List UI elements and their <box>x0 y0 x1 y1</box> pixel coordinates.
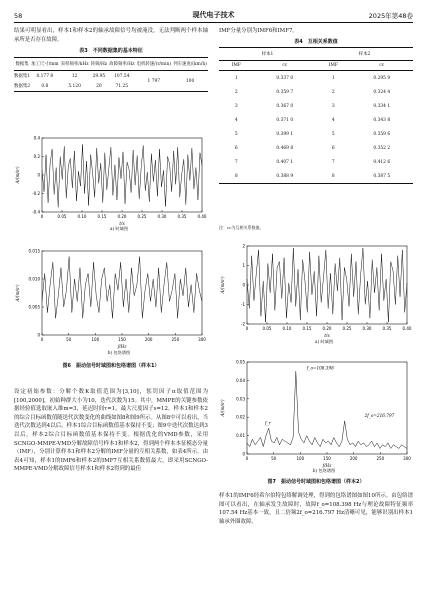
table4-cell: 1 <box>331 75 335 81</box>
fig6b-y-axis-label: A/(m/s²) <box>15 284 20 302</box>
fig6b-x-tick-label: 50 <box>66 337 72 342</box>
fig7a-y-tick-label: -2 <box>241 321 245 327</box>
table4-cell: 4 <box>331 117 335 123</box>
table4-group-sample2: 样本2 <box>358 52 371 57</box>
table3-cell: 20 <box>96 83 102 89</box>
table4-cell: 0.343 8 <box>373 117 391 123</box>
table4-header-imf: IMF <box>328 63 338 68</box>
left-top-paragraph: 结果可明显看出，样本1和样本2的轴承故障信号均被淹没，无法判断两个样本轴承所是否存在故障。 <box>14 28 208 43</box>
fig7b-x-axis-label: f/Hz <box>322 463 332 468</box>
fig6a-x-tick-label: 0 <box>40 214 44 219</box>
table3-header-cell: 列车速度/(km/h) <box>173 62 207 67</box>
table4-cell: 7 <box>331 159 335 165</box>
table4-cell: 6 <box>234 145 238 151</box>
fig7a-x-tick-label: 0.35 <box>382 326 392 331</box>
table3-header-cell: 故障频率/Hz <box>109 62 135 67</box>
table4-header-imf: IMF <box>231 63 241 68</box>
table4-cell: 0.352 2 <box>373 145 391 151</box>
table4-cell: 0.367 0 <box>276 103 294 109</box>
fig7a-x-tick-label: 0.20 <box>322 326 332 331</box>
issue-info: 2025年第48卷 <box>368 12 413 20</box>
fig7a-x-axis-label: t/s <box>324 333 330 338</box>
table3-header-cell: 数据集 <box>15 62 29 67</box>
table4-group-sample1: 样本1 <box>261 52 274 57</box>
fig7b-x-tick-label: 100 <box>296 456 305 461</box>
fig6a-y-tick-label: 0.4 <box>33 135 40 141</box>
table4-row <box>219 127 413 141</box>
table3-row <box>14 71 208 82</box>
fig7b-annotation: f_r <box>265 420 271 426</box>
fig6a-y-tick-label: 0 <box>37 172 40 178</box>
table4-cell: 0.334 1 <box>373 103 391 109</box>
table4-cell: 0.469 8 <box>276 145 294 151</box>
fig6b-x-tick-label: 250 <box>171 337 180 342</box>
fig6a-x-tick-label: 0.10 <box>77 214 87 219</box>
table4-row <box>219 85 413 99</box>
fig6-caption: 图6 振动信号时域图和包络谱图（样本1） <box>62 363 160 369</box>
fig7b-x-tick-label: 250 <box>376 456 385 461</box>
table4-cell: 0.371 0 <box>276 117 294 123</box>
table3-cell: 数据集2 <box>14 84 31 89</box>
fig7b-x-tick-label: 0 <box>245 456 249 461</box>
table4-cell: 0.324 4 <box>373 89 391 95</box>
table4-cell: 2 <box>331 89 335 95</box>
fig7a-x-tick-label: 0.05 <box>262 326 272 331</box>
fig6a-y-tick-label: 0.2 <box>33 154 40 159</box>
fig7b-x-tick-label: 50 <box>271 456 277 461</box>
fig6a-x-tick-label: 0.20 <box>117 214 127 219</box>
fig6-sub-b: b) 包络谱图 <box>107 350 131 355</box>
table4-cell: 3 <box>331 103 335 109</box>
table3-cell: 12 <box>71 73 78 79</box>
fig6b-x-tick-label: 150 <box>118 337 126 342</box>
fig7-envelope-chart <box>219 356 413 468</box>
fig7b-series-line <box>247 371 407 448</box>
fig6-envelope-chart <box>14 245 208 349</box>
fig7b-y-axis-label: A/(m/s²) <box>220 399 225 417</box>
table3-cell: 107.54 <box>114 73 130 79</box>
fig7a-x-tick-label: 0.25 <box>342 326 352 331</box>
left-body-paragraph: 设定初始参数：分解个数K取值范围为[3,10]，惩罚因子α取值范围为[100,2000]，初始种群大小为10，迭代次数为15。其中，MMPE的关键参数依据经验值选取嵌入维m=3，延迟时间τ=1，最大尺度因子s=12。样本1和样本2的综合目标函数值随迭代次数变化的曲线如图8和图9所示。从图8中可以看出，当迭代次数达到4以后，样本1综合目标函数值基本保持不变；图9中迭代次数达到3以后，样本2综合目标函数值基本保持不变。根据优化的VMD参数，采用SCNGO-MMPE-VMD分解故障信号样本1和样本2，得到两个样本本征模态分量（IMF），分别计算样本1和样本2分解的IMF分量的互相关系数，如表4所示。由表4可知，样本1的IMF6和样本2的IMF7互相关系数值最大，即采用SCNGO-MMPE-VMD分解故障信号样本1和样本2得到的最佳 <box>14 389 208 473</box>
table3-cell: 0.177 8 <box>36 73 54 79</box>
fig6a-y-tick-label: -0.2 <box>32 191 40 196</box>
fig6-time-domain-chart <box>14 132 208 226</box>
fig7b-y-tick-label: 0.01 <box>236 433 245 439</box>
fig7-sub-b: b) 包络谱图 <box>312 468 336 473</box>
table3-cell: 1 797 <box>147 78 161 84</box>
table4-cell: 5 <box>234 131 238 137</box>
table4-cell: 0.295 9 <box>373 75 391 81</box>
table4-cell: 8 <box>234 173 238 179</box>
table3-cell: 29.95 <box>92 73 106 79</box>
fig7a-x-tick-label: 0 <box>245 326 249 331</box>
fig7b-annotation: 2f_o=216.797 <box>364 413 395 419</box>
table3-header-cell: 转频/Hz <box>90 62 108 67</box>
fig7b-y-tick-label: 0.02 <box>236 414 245 420</box>
fig7a-y-tick-label: 1 <box>242 263 245 268</box>
fig7b-y-tick-label: 0.05 <box>236 359 245 365</box>
table4-cell: 7 <box>234 159 238 165</box>
table4-header-cc: cc <box>379 63 385 68</box>
table4-row <box>219 169 413 184</box>
fig7a-series-line <box>247 248 407 322</box>
table3-caption: 表3 不同数据集的基本特征 <box>79 48 143 54</box>
table3-header-cell: 采样频率/kHz <box>60 62 89 67</box>
fig7b-x-tick-label: 300 <box>403 456 411 461</box>
table4-cell: 0.412 6 <box>373 159 391 165</box>
fig6a-x-tick-label: 0.30 <box>157 214 167 219</box>
table4-row <box>219 71 413 86</box>
table4-cell: 0.407 1 <box>276 159 294 165</box>
table4-note: 注：cc为互相关系数值。 <box>219 225 264 230</box>
table3-header-cell: 电机转速/(r/min) <box>136 62 172 67</box>
fig7a-x-tick-label: 0.10 <box>282 326 292 331</box>
fig6-sub-a: a) 时域图 <box>109 226 129 231</box>
table4-row <box>219 141 413 155</box>
fig7a-x-tick-label: 0.30 <box>362 326 372 331</box>
table4-header-cc: cc <box>282 63 288 68</box>
fig6b-x-tick-label: 100 <box>91 337 100 342</box>
table3-cell: 71.25 <box>115 83 129 89</box>
table4-cell: 0.387 5 <box>373 173 391 179</box>
journal-title: 现代电子技术 <box>192 11 235 19</box>
fig6a-y-axis-label: A/(m/s²) <box>15 166 20 184</box>
fig7-caption: 图7 振动信号时域图和包络谱图（样本2） <box>267 479 365 485</box>
fig7b-x-tick-label: 150 <box>323 456 331 461</box>
table4-cell: 2 <box>234 89 238 95</box>
table3-cell: 0.8 <box>41 83 49 89</box>
table4-cell: 0.388 9 <box>276 173 294 179</box>
fig7b-y-tick-label: 0 <box>242 451 245 457</box>
fig6a-x-tick-label: 0.35 <box>177 214 187 219</box>
fig6a-x-axis-label: t/s <box>119 221 125 226</box>
fig6a-x-tick-label: 0.15 <box>97 214 107 219</box>
table3-cell: 数据集1 <box>14 74 31 79</box>
table4-cell: 6 <box>331 145 335 151</box>
table4-cell: 0.399 1 <box>276 131 294 137</box>
fig7a-x-tick-label: 0.40 <box>402 326 412 331</box>
table3 <box>14 57 208 92</box>
fig6b-x-axis-label: f/Hz <box>117 344 127 349</box>
fig7b-y-tick-label: 0.03 <box>236 396 245 402</box>
fig6b-y-tick-label: 0.010 <box>28 276 40 282</box>
table4-cell: 4 <box>234 117 238 123</box>
table4 <box>219 47 413 184</box>
table4-cell: 0.359 6 <box>373 131 391 137</box>
table4-row <box>219 113 413 127</box>
fig7-time-domain-chart <box>219 240 413 338</box>
fig7a-x-tick-label: 0.15 <box>302 326 312 331</box>
fig7a-y-tick-label: -1 <box>241 302 245 307</box>
fig7-sub-a: a) 时域图 <box>314 339 334 344</box>
fig7b-y-tick-label: 0.04 <box>236 377 245 383</box>
fig6b-y-tick-label: 0 <box>37 332 40 338</box>
table4-row <box>219 155 413 169</box>
fig6a-x-tick-label: 0.05 <box>57 214 67 219</box>
table3-cell: 5.120 <box>68 83 81 89</box>
fig7a-y-tick-label: 2 <box>242 243 245 249</box>
right-body-paragraph: 样本1的IMF6经希尔伯特包络解调处理，得到的包络谱图如图10所示。由包络谱图可以看出，在轴承发生故障时，故障f_o=108.398 Hz与理论故障特征频率107.54 Hz基本一致，且二倍频2f_o=216.797 Hz清晰可见，能够识别出样本1轴承外圈故障。 <box>219 493 413 525</box>
fig7b-x-tick-label: 200 <box>349 456 358 461</box>
table4-cell: 5 <box>331 131 335 137</box>
table4-cell: 8 <box>331 173 335 179</box>
fig6b-x-tick-label: 0 <box>40 337 44 342</box>
fig6a-x-tick-label: 0.40 <box>197 214 207 219</box>
fig6a-y-tick-label: -0.4 <box>32 209 40 215</box>
table4-row <box>219 99 413 113</box>
page-number: 58 <box>14 12 23 20</box>
fig6a-x-tick-label: 0.25 <box>137 214 147 219</box>
page-header <box>14 8 413 23</box>
fig6b-x-tick-label: 200 <box>144 337 153 342</box>
fig6b-x-tick-label: 300 <box>198 337 206 342</box>
fig6b-series-line <box>42 257 202 319</box>
right-top-paragraph: IMF分量分别为IMF6和IMF7。 <box>219 28 298 34</box>
fig7a-y-axis-label: A/(m/s²) <box>220 276 225 294</box>
table4-cell: 0.359 7 <box>276 89 294 95</box>
fig7b-annotation: f_o=108.398 <box>306 365 334 371</box>
fig7a-y-tick-label: 0 <box>242 282 245 288</box>
table4-cell: 3 <box>234 103 238 109</box>
table4-cell: 0.337 0 <box>276 75 294 81</box>
table3-cell: 100 <box>185 78 195 84</box>
fig6a-series-line <box>42 144 202 207</box>
table3-header-cell: 加工尺寸/mm <box>31 62 59 67</box>
fig6b-y-tick-label: 0.005 <box>28 304 40 310</box>
table4-caption: 表4 互相关系数值 <box>294 39 338 45</box>
fig6b-y-tick-label: 0.015 <box>28 248 40 254</box>
table4-cell: 1 <box>234 75 238 81</box>
